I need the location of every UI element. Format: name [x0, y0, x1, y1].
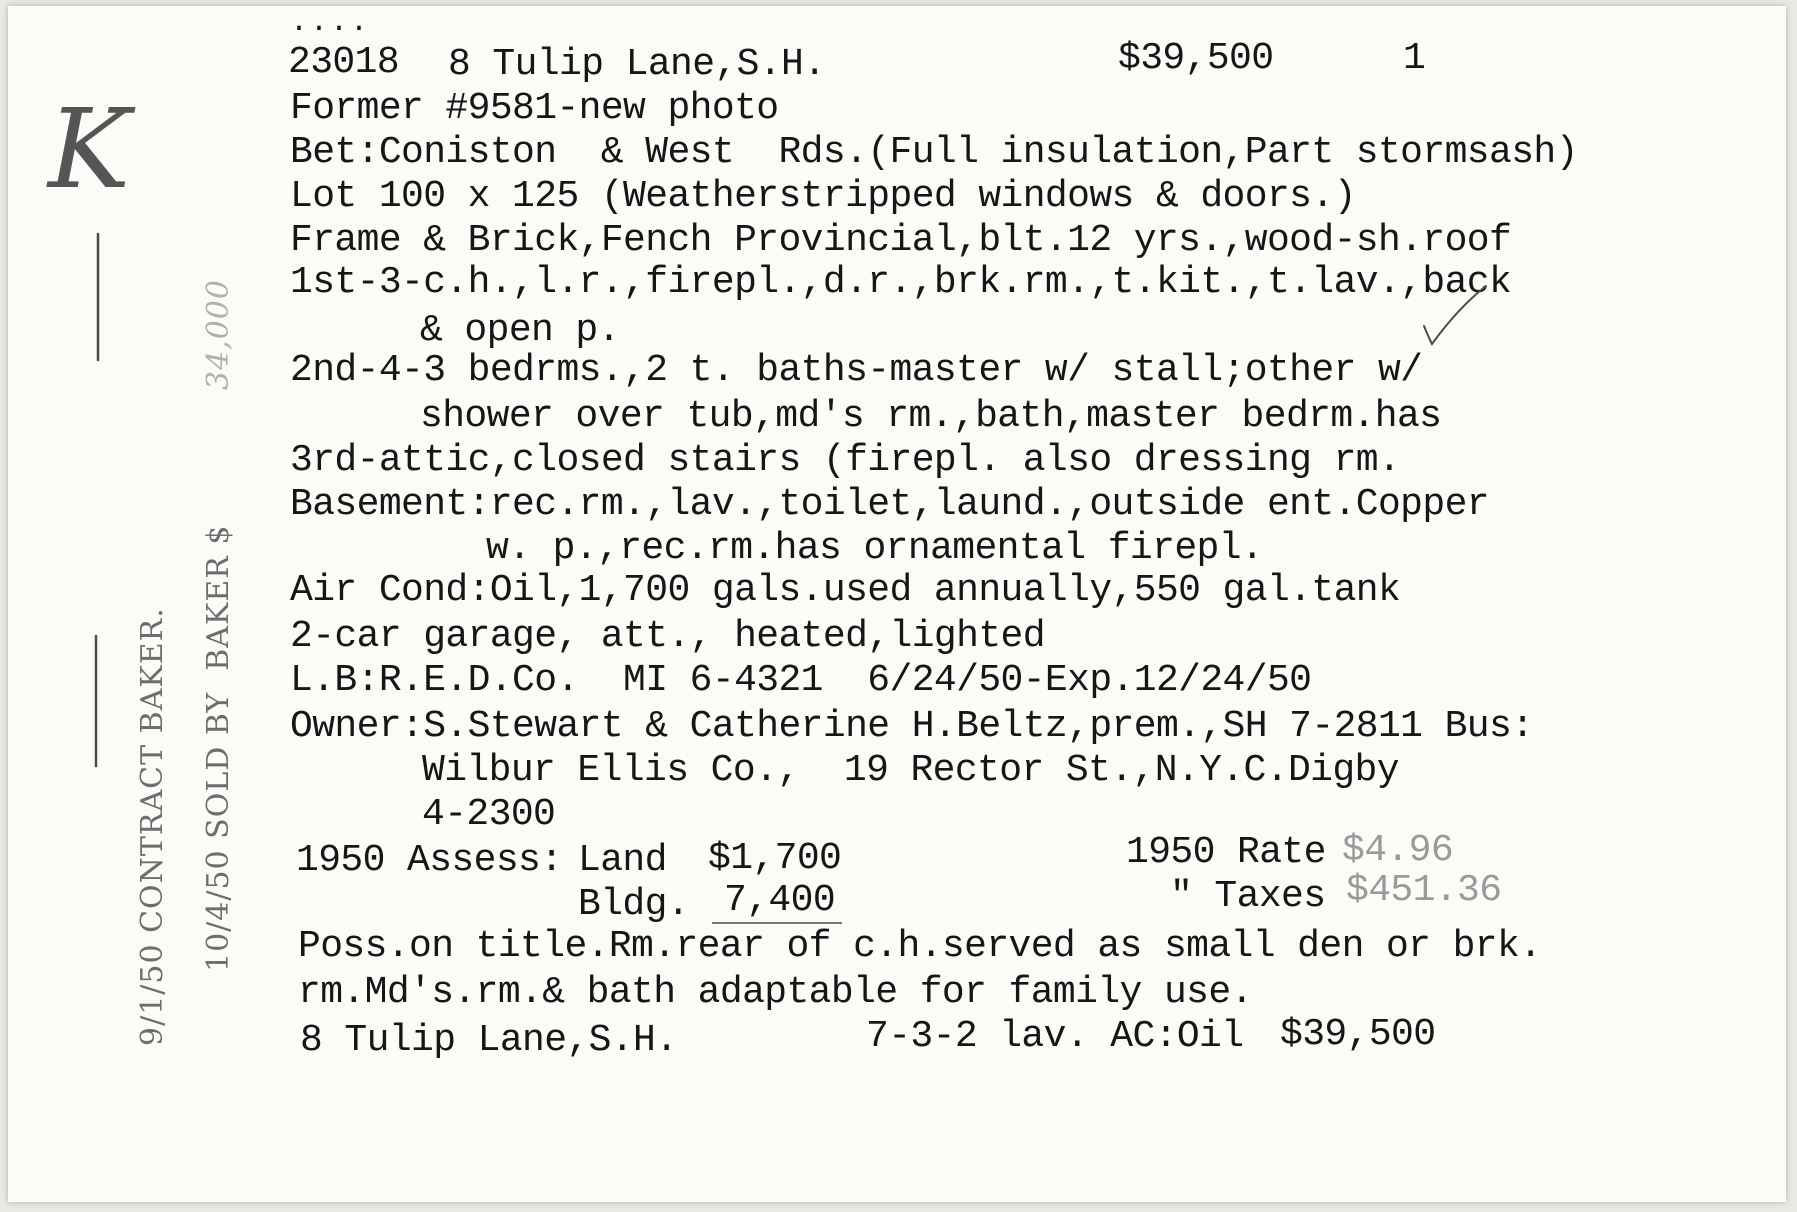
second-floor-cont-line: shower over tub,md's rm.,bath,master bedrm.has: [420, 395, 1442, 438]
lot-line: Lot 100 x 125 (Weatherstripped windows & doors.): [290, 175, 1356, 218]
former-listing-line: Former #9581-new photo: [290, 87, 779, 130]
listing-broker-line: L.B:R.E.D.Co. MI 6-4321 6/24/50-Exp.12/24/50: [290, 659, 1312, 702]
assess-bldg-label: Bldg.: [578, 883, 690, 926]
handwritten-initial: K: [48, 85, 131, 213]
tax-rate-label: 1950 Rate: [1126, 831, 1326, 874]
assess-land-label: Land: [578, 839, 667, 882]
assess-label: 1950 Assess:: [296, 839, 563, 882]
pencil-marks: [8, 6, 1786, 1202]
card-page-number: 1: [1403, 37, 1426, 80]
tax-rate-value: $4.96: [1342, 829, 1454, 872]
sold-stamp: 10/4/50 SOLD BY BAKER $: [201, 524, 236, 972]
first-floor-line: 1st-3-c.h.,l.r.,firepl.,d.r.,brk.rm.,t.kit.,t.lav.,back: [290, 261, 1512, 304]
second-floor-line: 2nd-4-3 bedrms.,2 t. baths-master w/ stall;other w/: [290, 349, 1423, 392]
basement-line: Basement:rec.rm.,lav.,toilet,laund.,outside ent.Copper: [290, 483, 1490, 526]
first-floor-cont-line: & open p.: [420, 309, 620, 352]
remarks-line-2: rm.Md's.rm.& bath adaptable for family use.: [298, 971, 1253, 1014]
assess-bldg-value: 7,400: [724, 879, 836, 922]
owner-phone-line: 4-2300: [422, 793, 556, 836]
listing-card: [8, 6, 1786, 1202]
third-floor-line: 3rd-attic,closed stairs (firepl. also dressing rm.: [290, 439, 1401, 482]
heating-line: Air Cond:Oil,1,700 gals.used annually,550 gal.tank: [290, 569, 1401, 612]
location-line: Bet:Coniston & West Rds.(Full insulation,Part stormsash): [290, 131, 1578, 174]
taxes-value: $451.36: [1346, 869, 1502, 912]
footer-summary: 7-3-2 lav. AC:Oil: [866, 1015, 1244, 1058]
owner-business-line: Wilbur Ellis Co., 19 Rector St.,N.Y.C.Digby: [422, 749, 1399, 792]
remarks-line-1: Poss.on title.Rm.rear of c.h.served as small den or brk.: [298, 925, 1542, 968]
contract-stamp: 9/1/50 CONTRACT BAKER.: [135, 607, 170, 1046]
owner-line: Owner:S.Stewart & Catherine H.Beltz,prem.,SH 7-2811 Bus:: [290, 705, 1534, 748]
listing-address: 8 Tulip Lane,S.H.: [448, 43, 826, 86]
basement-cont-line: w. p.,rec.rm.has ornamental firepl.: [486, 527, 1264, 570]
listing-number: 23018: [288, 41, 400, 84]
taxes-label: " Taxes: [1170, 875, 1326, 918]
listing-price: $39,500: [1118, 37, 1274, 80]
footer-price: $39,500: [1280, 1013, 1436, 1056]
construction-line: Frame & Brick,Fench Provincial,blt.12 yrs.,wood-sh.roof: [290, 219, 1512, 262]
garage-line: 2-car garage, att., heated,lighted: [290, 615, 1045, 658]
check-mark-icon: [1424, 286, 1486, 344]
assess-land-value: $1,700: [708, 837, 842, 880]
sold-amount-handwritten: 34,000: [201, 279, 236, 390]
header-dots: ....: [290, 6, 371, 40]
footer-address: 8 Tulip Lane,S.H.: [300, 1019, 678, 1062]
